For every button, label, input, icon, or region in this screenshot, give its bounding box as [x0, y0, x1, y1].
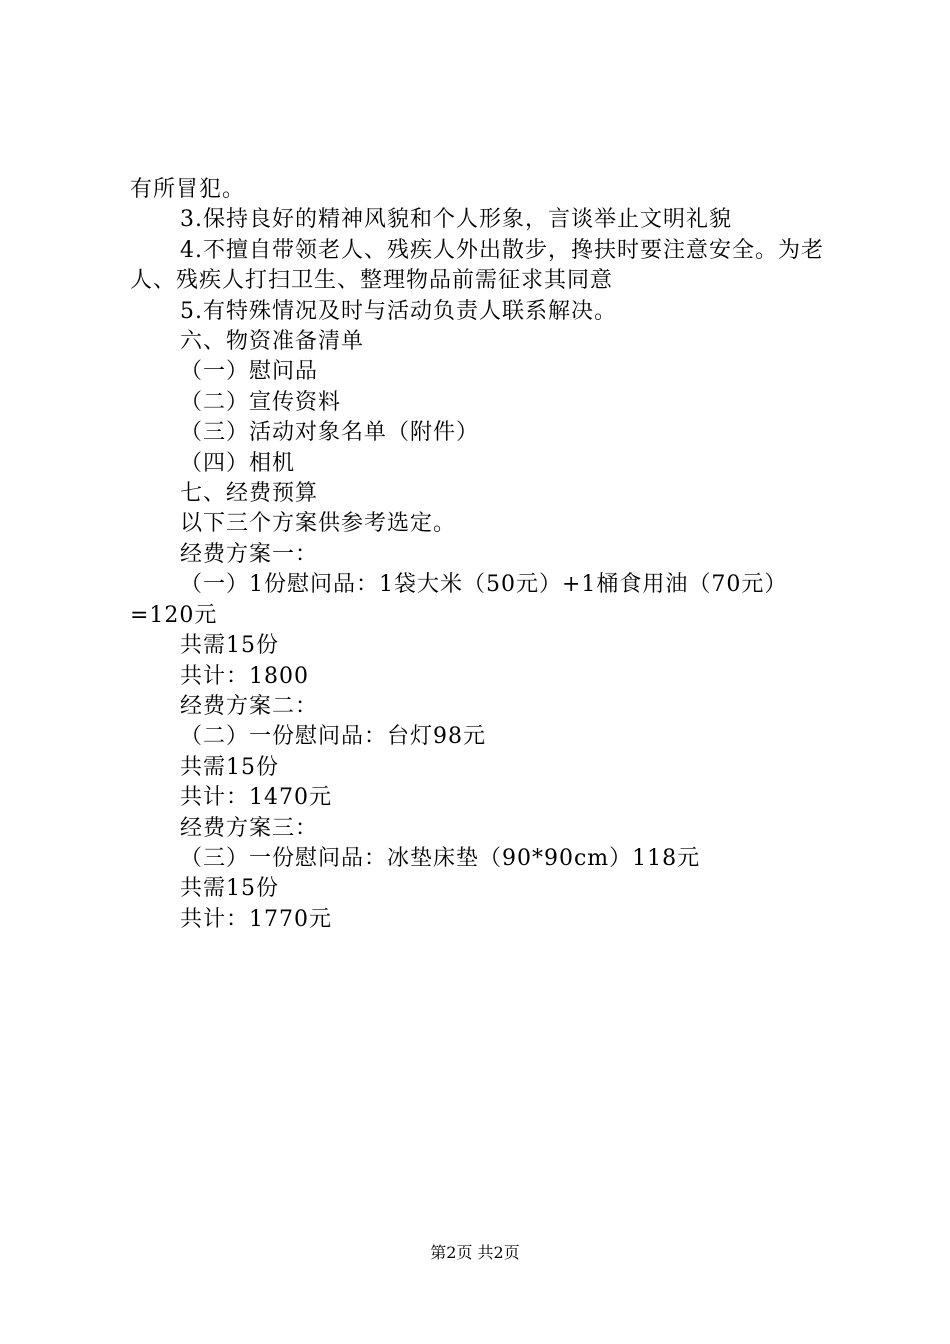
page-footer: [0, 1243, 950, 1263]
rule-item-5: 5.有特殊情况及时与活动负责人联系解决。: [180, 298, 617, 324]
plan-3-quantity: 共需15份: [180, 876, 279, 902]
plan-3-total: 共计：1770元: [180, 906, 332, 932]
plan-3-detail: （三）一份慰问品：冰垫床垫（90*90cm）118元: [180, 845, 701, 871]
plan-1-quantity: 共需15份: [180, 633, 279, 659]
rule-item-3: 3.保持良好的精神风貌和个人形象，言谈举止文明礼貌: [180, 207, 732, 233]
rule-item-4: 4.不擅自带领老人、残疾人外出散步，搀扶时要注意安全。为老人、残疾人打扫卫生、整理物品前需征求其同意: [130, 237, 824, 294]
section-heading-budget: 七、经费预算: [180, 481, 319, 507]
text-line-continuation: 有所冒犯。: [130, 177, 246, 202]
supply-item-gifts: （一）慰问品: [180, 359, 319, 385]
supply-item-camera: （四）相机: [180, 450, 296, 476]
budget-intro: 以下三个方案供参考选定。: [180, 511, 457, 537]
plan-2-quantity: 共需15份: [180, 754, 279, 780]
plan-2-heading: 经费方案二：: [180, 693, 319, 719]
section-heading-supplies: 六、物资准备清单: [180, 329, 365, 355]
plan-3-heading: 经费方案三：: [180, 815, 319, 841]
plan-1-detail: （一）1份慰问品：1袋大米（50元）+1桶食用油（70元）=120元: [130, 572, 788, 628]
document-body: [130, 175, 850, 935]
page-number-label: 第2页 共2页: [430, 1243, 520, 1262]
plan-1-heading: 经费方案一：: [180, 541, 319, 567]
plan-2-total: 共计：1470元: [180, 785, 332, 811]
supply-item-name-list: （三）活动对象名单（附件）: [180, 420, 480, 446]
supply-item-materials: （二）宣传资料: [180, 389, 342, 415]
plan-1-total: 共计：1800: [180, 663, 309, 689]
plan-2-detail: （二）一份慰问品：台灯98元: [180, 724, 486, 750]
